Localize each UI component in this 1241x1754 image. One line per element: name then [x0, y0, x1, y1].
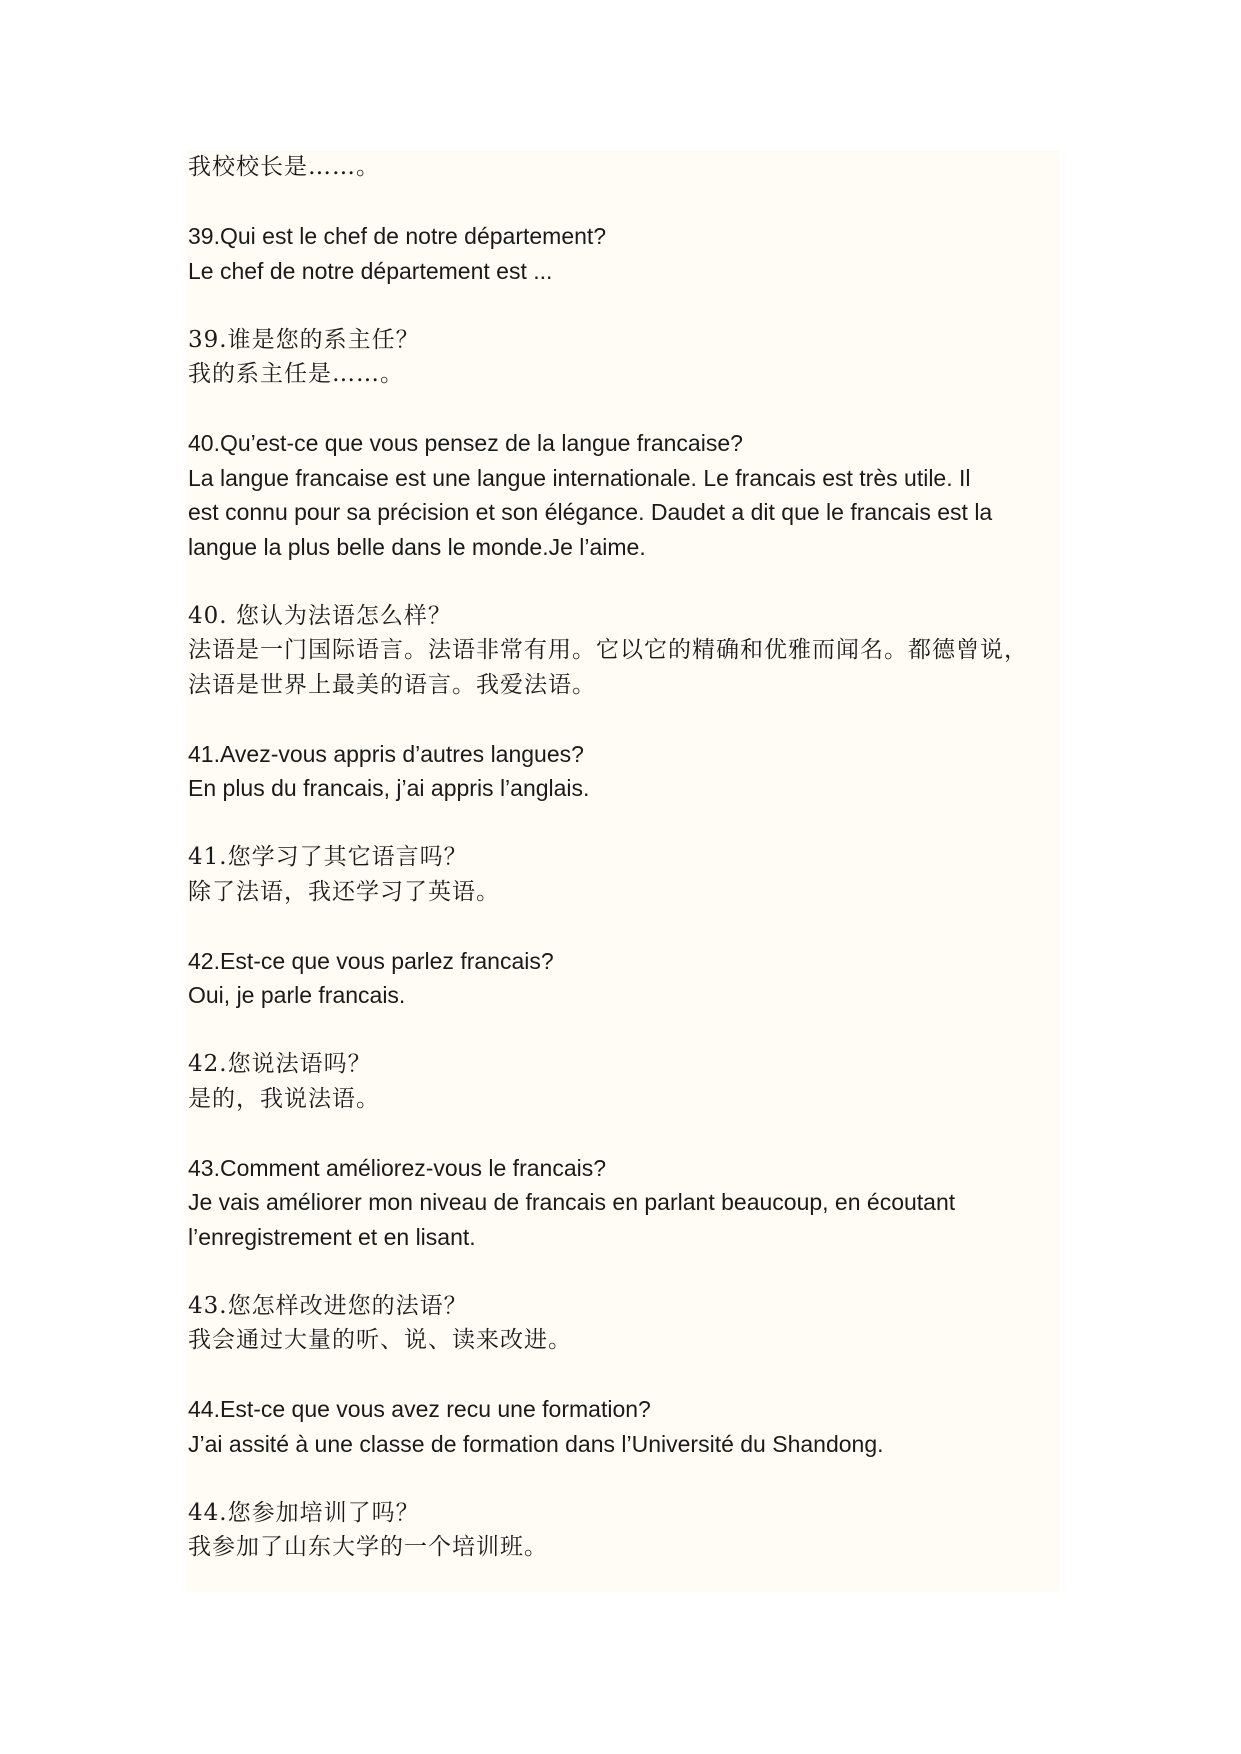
- text-block: [188, 737, 1068, 806]
- question-line: 41.Avez-vous appris d’autres langues?: [188, 740, 584, 767]
- text-block: [188, 1392, 1068, 1461]
- question-line: 40. 您认为法语怎么样？: [188, 602, 452, 629]
- answer-line: J’ai assité à une classe de formation dans l’Université du Shandong.: [188, 1430, 884, 1457]
- answer-line: 我参加了山东大学的一个培训班。: [188, 1534, 548, 1560]
- answer-line: Je vais améliorer mon niveau de francais en parlant beaucoup, en écoutant: [188, 1189, 956, 1215]
- question-line: 41.您学习了其它语言吗？: [188, 844, 468, 870]
- answer-line: 法语是一门国际语言。法语非常有用。它以它的精确和优雅而闻名。都德曾说，: [188, 637, 1028, 663]
- answer-line: 除了法语，我还学习了英语。: [188, 878, 500, 905]
- question-line: 43.Comment améliorez-vous le francais?: [188, 1154, 607, 1181]
- text-block: [188, 840, 1068, 909]
- answer-line: 我的系主任是……。: [188, 361, 404, 387]
- text-block: [188, 1151, 1068, 1255]
- question-line: 42.Est-ce que vous parlez francais?: [188, 947, 554, 974]
- answer-line: 是的，我说法语。: [188, 1085, 380, 1112]
- text-block: [188, 944, 1068, 1013]
- text-block: [188, 323, 1068, 392]
- answer-line: 法语是世界上最美的语言。我爱法语。: [188, 671, 596, 698]
- text-block: [188, 1496, 1068, 1565]
- answer-line: Oui, je parle francais.: [188, 982, 406, 1008]
- text-line: 我校校长是……。: [188, 154, 380, 180]
- answer-line: langue la plus belle dans le monde.Je l’aime.: [188, 533, 646, 560]
- text-block: [188, 219, 1068, 288]
- question-line: 43.您怎样改进您的法语？: [188, 1292, 468, 1319]
- text-block: [188, 150, 1068, 185]
- text-block: [188, 1047, 1068, 1116]
- question-line: 44.Est-ce que vous avez recu une formation?: [188, 1396, 651, 1422]
- question-line: 40.Qu’est-ce que vous pensez de la langue francaise?: [188, 430, 743, 456]
- question-line: 44.您参加培训了吗？: [188, 1499, 420, 1526]
- answer-line: La langue francaise est une langue internationale. Le francais est très utile. Il: [188, 464, 971, 491]
- text-block: [188, 599, 1068, 703]
- answer-line: l’enregistrement et en lisant.: [188, 1223, 476, 1250]
- answer-line: 我会通过大量的听、说、读来改进。: [188, 1327, 572, 1353]
- answer-line: est connu pour sa précision et son élégance. Daudet a dit que le francais est la: [188, 499, 993, 525]
- answer-line: En plus du francais, j’ai appris l’anglais.: [188, 775, 590, 801]
- question-line: 39.谁是您的系主任？: [188, 326, 420, 353]
- question-line: 39.Qui est le chef de notre département?: [188, 223, 607, 249]
- text-block: [188, 426, 1068, 564]
- answer-line: Le chef de notre département est ...: [188, 257, 553, 284]
- question-line: 42.您说法语吗？: [188, 1051, 372, 1077]
- text-block: [188, 1289, 1068, 1358]
- document-body: [188, 150, 1068, 1565]
